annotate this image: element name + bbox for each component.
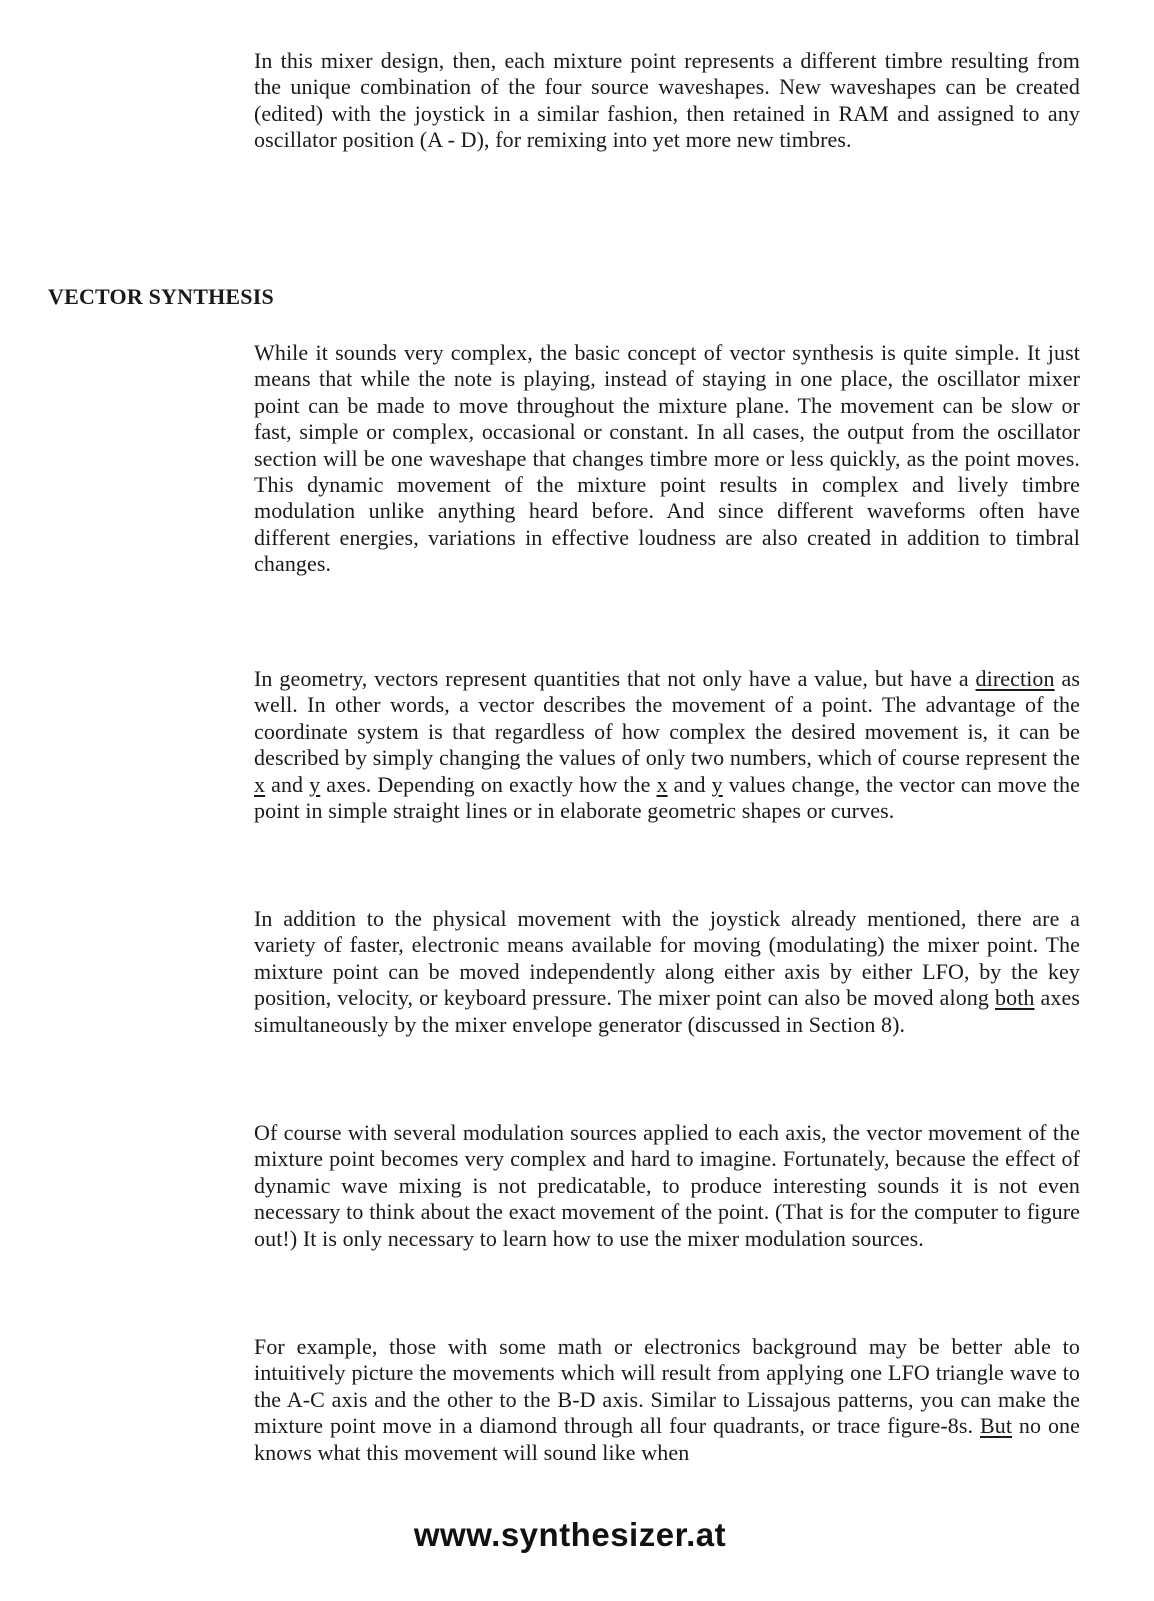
paragraph-example — [254, 1334, 1080, 1466]
paragraph-geometry — [254, 666, 1080, 824]
emphasis-y: y — [711, 771, 723, 797]
emphasis-x: x — [656, 771, 668, 797]
text-run: values change, the vector can move the point in simple straight lines or in elaborate geometric shapes or curves. — [254, 771, 1081, 824]
text-run: axes simultaneously by the mixer envelope generator (discussed in Section 8). — [254, 985, 1081, 1037]
emphasis-both: both — [995, 985, 1035, 1011]
paragraph-sources: Of course with several modulation sources applied to each axis, the vector movement of the mixture point becomes very complex and hard to imagine. Fortunately, because the effect of dynamic wave mixing is not predicatable, to produce interesting sounds it is not even necessary to think about the exact movement of the point. (That is for the computer to figure out!) It is only necessary to learn how to use the mixer modulation sources. — [254, 1120, 1080, 1251]
text-run: In geometry, vectors represent quantities that not only have a value, but have a — [254, 666, 976, 691]
paragraph-modulation — [254, 906, 1080, 1038]
text-run: as well. In other words, a vector describes the movement of a point. The advantage of the coordinate system is that regardless of how complex the desired movement is, it can be described by simply changing the values of only two numbers, which of course represent the — [254, 666, 1080, 771]
section-heading: VECTOR SYNTHESIS — [48, 284, 274, 309]
emphasis-x: x — [254, 771, 266, 797]
text-run: and — [265, 771, 310, 797]
paragraph-concept: While it sounds very complex, the basic concept of vector synthesis is quite simple. It just means that while the note is playing, instead of staying in one place, the oscillator mixer point can be made to move throughout the mixture plane. The movement can be slow or fast, simple or complex, occasional or constant. In all cases, the output from the oscillator section will be one waveshape that changes timbre more or less quickly, as the point moves. This dynamic movement of the mixture point results in complex and lively timbre modulation unlike anything heard before. And since different waveforms often have different energies, variations in effective loudness are also created in addition to timbral changes. — [254, 340, 1080, 577]
text-run: no one knows what this movement will sound like when — [254, 1413, 1081, 1465]
emphasis-y: y — [309, 771, 321, 797]
emphasis-but: But — [979, 1413, 1013, 1439]
text-run: In addition to the physical movement with the joystick already mentioned, there are a variety of faster, electronic means available for moving (modulating) the mixer point. The mixture point can be moved independently along either axis by either LFO, by the key position, velocity, or keyboard pressure. The mixer point can also be moved along — [254, 906, 1080, 1011]
text-run: and — [667, 771, 712, 797]
intro-paragraph: In this mixer design, then, each mixture point represents a different timbre resulting from the unique combination of the four source waveshapes. New waveshapes can be created (edited) with the joystick in a similar fashion, then retained in RAM and assigned to any oscillator position (A - D), for remixing into yet more new timbres. — [254, 48, 1080, 153]
text-run: For example, those with some math or electronics background may be better able to intuitively picture the movements which will result from applying one LFO triangle wave to the A-C axis and the other to the B-D axis. Similar to Lissajous patterns, you can make the mixture point move in a diamond through all four quadrants, or trace figure-8s. — [254, 1334, 1080, 1439]
footer-watermark: www.synthesizer.at — [413, 1516, 727, 1553]
text-run: axes. Depending on exactly how the — [320, 771, 657, 797]
emphasis-direction: direction — [975, 666, 1055, 691]
